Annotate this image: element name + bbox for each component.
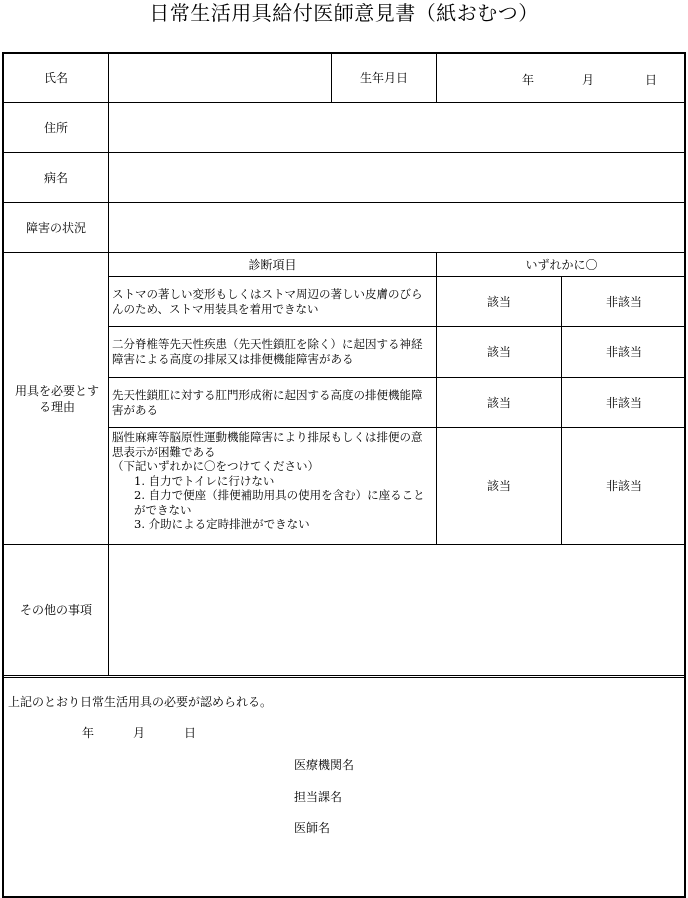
institution-field[interactable]	[374, 752, 674, 774]
reason-3-applicable[interactable]: 該当	[486, 395, 511, 410]
opinion-form	[2, 52, 686, 898]
other-matters-field[interactable]	[109, 545, 686, 675]
reason-1-not-applicable[interactable]: 非該当	[605, 294, 642, 309]
reason-3-not-applicable[interactable]: 非該当	[605, 395, 642, 410]
cert-year-unit: 年	[82, 726, 95, 740]
cert-month-unit: 月	[133, 726, 146, 740]
header-choice: いずれかに〇	[525, 257, 598, 272]
reason-item-4-note: （下記いずれかに〇をつけてください）	[112, 459, 319, 473]
header-diagnosis-item: 診断項目	[248, 257, 297, 272]
birthdate-field[interactable]	[437, 54, 686, 102]
birth-year-unit: 年	[522, 73, 535, 87]
disease-field[interactable]	[109, 153, 686, 202]
reason-subitem-3[interactable]: 3. 介助による定時排泄ができない	[134, 517, 310, 531]
doctor-field[interactable]	[374, 815, 674, 837]
address-field[interactable]	[109, 103, 686, 152]
reason-item-3: 先天性鎖肛に対する肛門形成術に起因する高度の排便機能障害がある	[112, 388, 423, 417]
reason-subitem-2[interactable]: 2. 自力で便座（排便補助用具の使用を含む）に座ることができない	[134, 488, 425, 517]
department-label: 担当課名	[294, 790, 343, 804]
birth-day-unit: 日	[645, 73, 658, 87]
reason-item-1: ストマの著しい変形もしくはストマ周辺の著しい皮膚のびらんのため、ストマ用装具を着用できない	[112, 287, 423, 316]
reason-4-not-applicable[interactable]: 非該当	[605, 479, 642, 493]
reason-item-4-text: 脳性麻痺等脳原性運動機能障害により排尿もしくは排便の意思表示が困難である	[112, 430, 423, 459]
other-matters-label: その他の事項	[19, 603, 92, 617]
row-divider	[4, 677, 684, 678]
name-label: 氏名	[43, 71, 68, 85]
birthdate-label: 生年月日	[359, 71, 408, 85]
birth-month-unit: 月	[582, 73, 595, 87]
disability-status-field[interactable]	[109, 203, 686, 252]
page-title: 日常生活用具給付医師意見書（紙おむつ）	[149, 1, 539, 25]
disability-status-label: 障害の状況	[25, 220, 86, 235]
reason-2-applicable[interactable]: 該当	[486, 345, 511, 359]
department-field[interactable]	[374, 784, 674, 806]
reason-2-not-applicable[interactable]: 非該当	[605, 345, 642, 359]
disease-label: 病名	[43, 170, 68, 185]
doctor-label: 医師名	[294, 821, 331, 835]
row-divider	[4, 675, 684, 676]
cert-day-unit: 日	[184, 726, 197, 740]
name-field[interactable]	[109, 54, 331, 102]
certification-statement: 上記のとおり日常生活用具の必要が認められる。	[8, 695, 273, 709]
reason-4-applicable[interactable]: 該当	[486, 479, 511, 493]
reason-1-applicable[interactable]: 該当	[486, 294, 511, 309]
reason-label: 用具を必要とする理由	[14, 383, 99, 414]
institution-label: 医療機関名	[294, 758, 355, 772]
reason-item-2: 二分脊椎等先天性疾患（先天性鎖肛を除く）に起因する神経障害による高度の排尿又は排便機能障害がある	[112, 337, 423, 366]
reason-subitem-1[interactable]: 1. 自力でトイレに行けない	[134, 473, 275, 488]
address-label: 住所	[43, 120, 68, 135]
reason-item-4	[109, 428, 436, 544]
